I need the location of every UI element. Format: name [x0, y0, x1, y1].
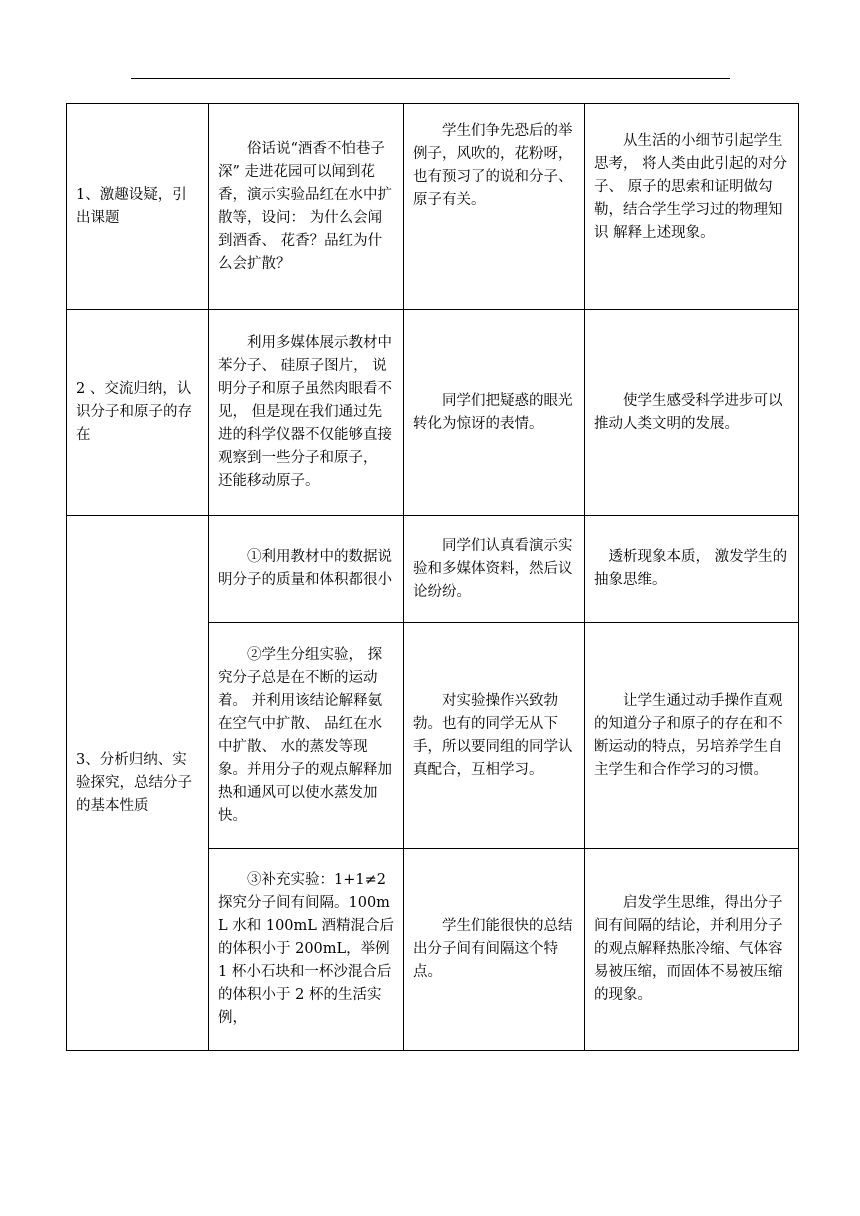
design-purpose-cell	[585, 516, 799, 623]
design-purpose-cell	[585, 104, 799, 310]
header-rule	[131, 78, 730, 79]
step-cell	[67, 516, 209, 1051]
student-activity-text: 学生们争先恐后的举例子，风吹的，花粉呀，也有预习了的说和分子、原子有关。	[413, 123, 573, 208]
teacher-activity-text: ②学生分组实验， 探究分子总是在不断的运动着。 并利用该结论解释氨在空气中扩散、 品红在水中扩散、 水的蒸发等现象。并用分子的观点解释加热和通风可以使水蒸发加快。	[218, 646, 392, 824]
student-activity-cell	[404, 104, 585, 310]
student-activity-text: 同学们把疑惑的眼光转化为惊讶的表情。	[413, 392, 573, 432]
teacher-activity-text: ①利用教材中的数据说明分子的质量和体积都很小	[218, 549, 392, 588]
step-text: 1、激趣设疑，引出课题	[76, 186, 187, 226]
teacher-activity-cell	[209, 516, 404, 623]
student-activity-cell	[404, 310, 585, 516]
student-activity-cell	[404, 516, 585, 623]
teacher-activity-text: ③补充实验：1+1≠2 探究分子间有间隔。100mL 水和 100mL 酒精混合后的体积小于 200mL，举例 1 杯小石块和一杯沙混合后的体积小于 2 杯的生活实例，	[218, 872, 395, 1026]
step-text: 2 、交流归纳，认识分子和原子的存在	[76, 381, 192, 443]
design-purpose-text: 启发学生思维，得出分子间有间隔的结论，并利用分子的观点解释热胀冷缩、气体容易被压缩，而固体不易被压缩的现象。	[594, 895, 783, 1003]
design-purpose-cell	[585, 849, 799, 1051]
student-activity-cell	[404, 623, 585, 849]
design-purpose-cell	[585, 310, 799, 516]
student-activity-text: 同学们认真看演示实验和多媒体资料，然后议论纷纷。	[413, 537, 573, 600]
student-activity-cell	[404, 849, 585, 1051]
design-purpose-text: 让学生通过动手操作直观的知道分子和原子的存在和不断运动的特点，另培养学生自主学生和合作学习的习惯。	[594, 692, 783, 778]
design-purpose-cell	[585, 623, 799, 849]
table-row	[67, 310, 799, 516]
student-activity-text: 对实验操作兴致勃勃。也有的同学无从下手，所以要同组的同学认真配合，互相学习。	[413, 692, 573, 778]
teacher-activity-cell	[209, 623, 404, 849]
teacher-activity-cell	[209, 104, 404, 310]
table-row	[67, 104, 799, 310]
design-purpose-text: 使学生感受科学进步可以推动人类文明的发展。	[594, 392, 783, 432]
design-purpose-text: 从生活的小细节引起学生思考， 将人类由此引起的对分子、 原子的思索和证明做勾勒，结合学生学习过的物理知识 解释上述现象。	[594, 133, 788, 241]
teacher-activity-text: 俗话说“酒香不怕巷子深” 走进花园可以闻到花香，演示实验品红在水中扩散等，设问： 为什么会闻到酒香、 花香？品红为什么会扩散？	[218, 140, 392, 272]
teacher-activity-text: 利用多媒体展示教材中苯分子、 硅原子图片， 说明分子和原子虽然肉眼看不见， 但是现在我们通过先进的科学仪器不仅能够直接观察到一些分子和原子， 还能移动原子。	[218, 335, 392, 489]
step-cell	[67, 104, 209, 310]
step-cell	[67, 310, 209, 516]
design-purpose-text: 透析现象本质， 激发学生的抽象思维。	[594, 549, 788, 588]
teacher-activity-cell	[209, 849, 404, 1051]
teacher-activity-cell	[209, 310, 404, 516]
student-activity-text: 学生们能很快的总结出分子间有间隔这个特点。	[413, 918, 573, 980]
lesson-plan-table	[66, 103, 799, 1051]
step-text: 3、分析归纳、实验探究，总结分子的基本性质	[76, 751, 192, 814]
table-row	[67, 516, 799, 623]
